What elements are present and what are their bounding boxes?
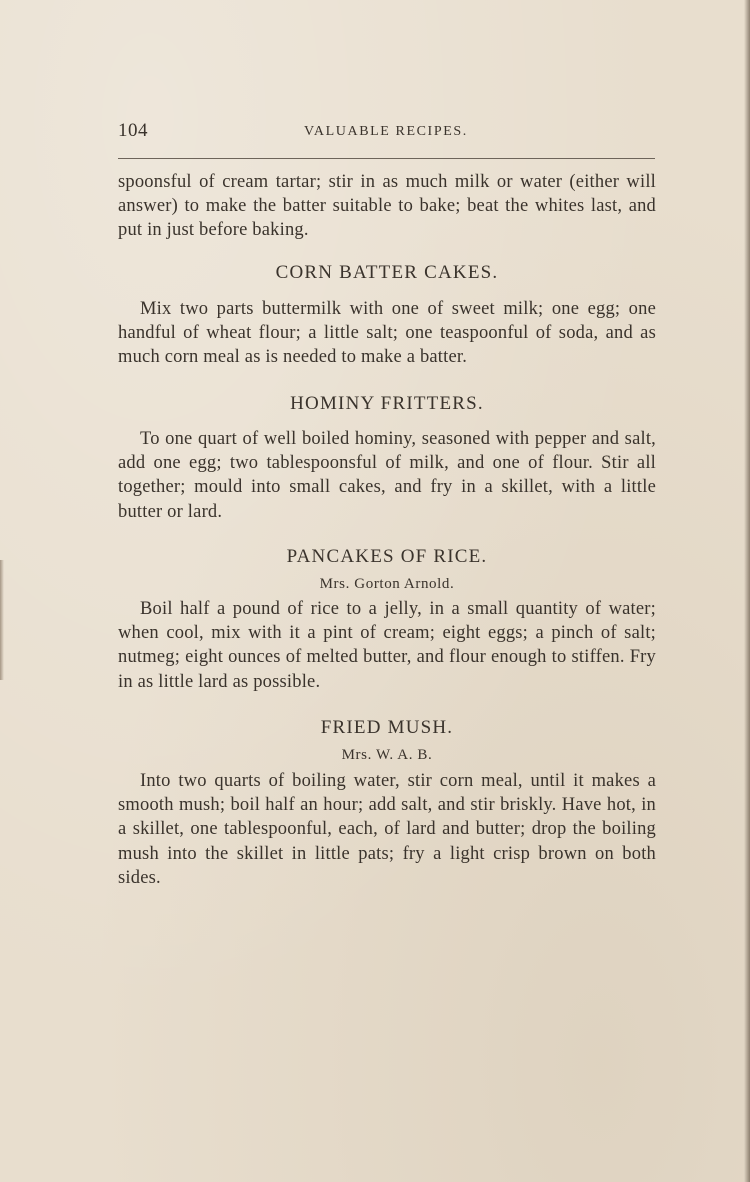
recipe-author-fried-mush: Mrs. W. A. B.: [341, 747, 433, 763]
recipe-text-pancakes-of-rice: Boil half a pound of rice to a jelly, in a small quantity of water; when cool, mix with it a pint of cream; eight eggs; a pinch of salt; nutmeg; eight ounces of melted butter, and flour enough to stiffen. Fry in as little lard as possible.: [118, 599, 656, 692]
recipe-author-pancakes-of-rice: Mrs. Gorton Arnold.: [319, 576, 455, 592]
header-rule: [118, 158, 655, 159]
page-edge-mark: [0, 560, 4, 680]
recipe-title-hominy-fritters: HOMINY FRITTERS.: [290, 393, 484, 414]
recipe-title-fried-mush: FRIED MUSH.: [320, 717, 454, 738]
recipe-text-corn-batter-cakes: Mix two parts buttermilk with one of sweet milk; one egg; one handful of wheat flour; a little salt; one teaspoonful of soda, and as much corn meal as is needed to make a batter.: [118, 299, 656, 368]
running-title: VALUABLE RECIPES.: [304, 124, 468, 139]
page-edge-shadow: [744, 0, 750, 1182]
recipe-title-corn-batter-cakes: CORN BATTER CAKES.: [275, 262, 499, 283]
running-head: [118, 120, 655, 144]
intro-paragraph: spoonsful of cream tartar; stir in as much milk or water (either will answer) to make the batter suitable to bake; beat the whites last, and put in just before baking.: [118, 172, 656, 241]
recipe-text-fried-mush: Into two quarts of boiling water, stir corn meal, until it makes a smooth mush; boil half an hour; add salt, and stir briskly. Have hot, in a skillet, one tablespoonful, each, of lard and butter; drop the boiling mush into the skillet in little pats; fry a light crisp brown on both sides.: [118, 771, 656, 888]
recipe-title-pancakes-of-rice: PANCAKES OF RICE.: [286, 546, 488, 567]
page-number: 104: [118, 120, 148, 141]
recipe-text-hominy-fritters: To one quart of well boiled hominy, seasoned with pepper and salt, add one egg; two tablespoonsful of milk, and one of flour. Stir all together; mould into small cakes, and fry in a skillet, with a little butter or lard.: [118, 429, 656, 522]
